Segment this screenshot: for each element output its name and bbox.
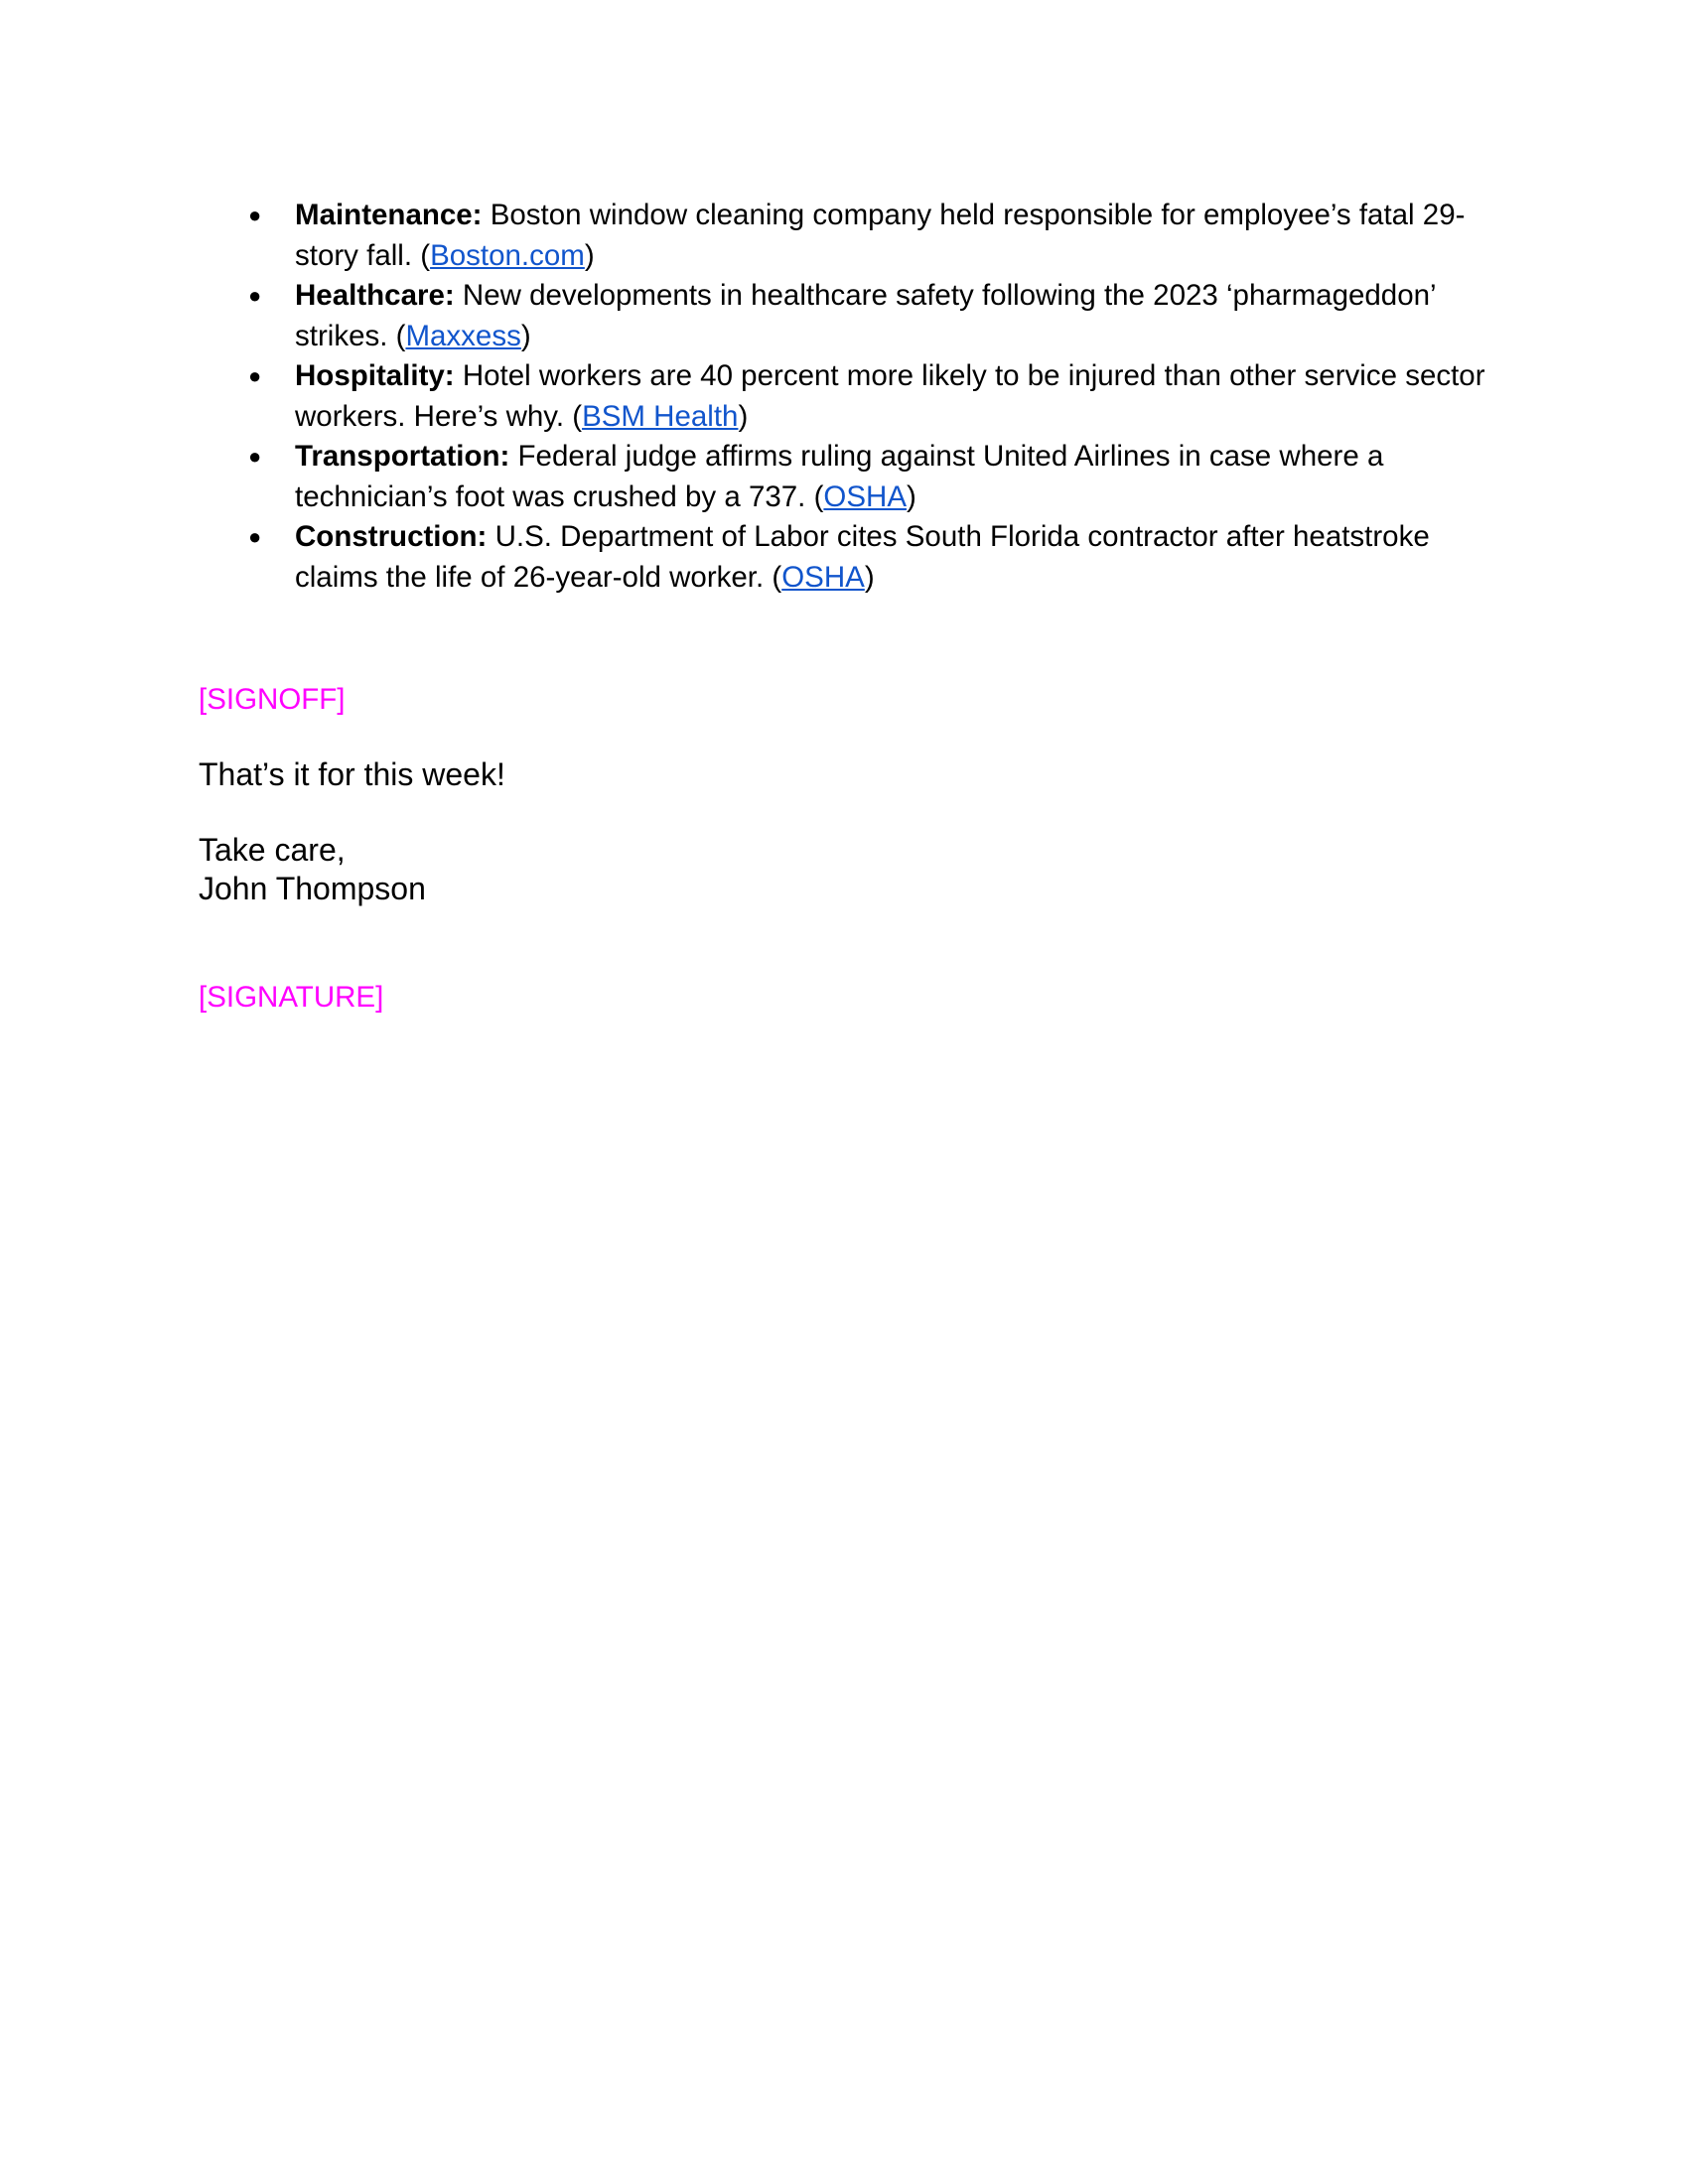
farewell-block — [199, 831, 426, 908]
news-item-text: Hotel workers are 40 percent more likely to be injured than other service sector workers. Here’s why. ( — [295, 359, 1485, 433]
news-item-label: Construction: — [295, 520, 488, 553]
news-item-suffix: ) — [584, 238, 595, 272]
closing-line: That’s it for this week! — [199, 756, 505, 792]
news-item-suffix: ) — [738, 399, 749, 433]
news-item-text: Federal judge affirms ruling against United Airlines in case where a technician’s foot was crushed by a 737. ( — [295, 440, 1384, 513]
news-item-text: Boston window cleaning company held responsible for employee’s fatal 29-story fall. ( — [295, 199, 1466, 272]
news-item-maintenance — [248, 196, 1499, 276]
news-item-label: Maintenance: — [295, 199, 483, 231]
source-link[interactable]: OSHA — [823, 479, 908, 513]
news-item-hospitality — [248, 356, 1499, 437]
news-item-suffix: ) — [520, 319, 531, 352]
farewell-line: Take care, — [199, 832, 346, 868]
news-item-label: Hospitality: — [295, 359, 455, 392]
news-item-suffix: ) — [864, 560, 875, 594]
source-link[interactable]: Boston.com — [430, 238, 585, 272]
bullet-icon: ● — [248, 203, 262, 227]
news-item-label: Healthcare: — [295, 279, 455, 312]
news-item-transportation — [248, 437, 1499, 517]
news-item-construction — [248, 517, 1499, 598]
bullet-icon: ● — [248, 283, 262, 308]
source-link[interactable]: BSM Health — [582, 399, 739, 433]
author-name: John Thompson — [199, 871, 426, 906]
industry-news-list — [248, 196, 1499, 598]
source-link[interactable]: OSHA — [781, 560, 865, 594]
bullet-icon: ● — [248, 444, 262, 469]
news-item-suffix: ) — [907, 479, 916, 513]
bullet-icon: ● — [248, 363, 262, 388]
signature-placeholder: [SIGNATURE] — [199, 981, 384, 1014]
bullet-icon: ● — [248, 524, 262, 549]
news-item-healthcare — [248, 276, 1499, 356]
news-item-text: U.S. Department of Labor cites South Florida contractor after heatstroke claims the life of 26-year-old worker. ( — [295, 520, 1430, 594]
signoff-placeholder: [SIGNOFF] — [199, 683, 346, 716]
source-link[interactable]: Maxxess — [405, 319, 521, 352]
news-item-text: New developments in healthcare safety following the 2023 ‘pharmageddon’ strikes. ( — [295, 279, 1436, 352]
news-item-label: Transportation: — [295, 440, 510, 473]
